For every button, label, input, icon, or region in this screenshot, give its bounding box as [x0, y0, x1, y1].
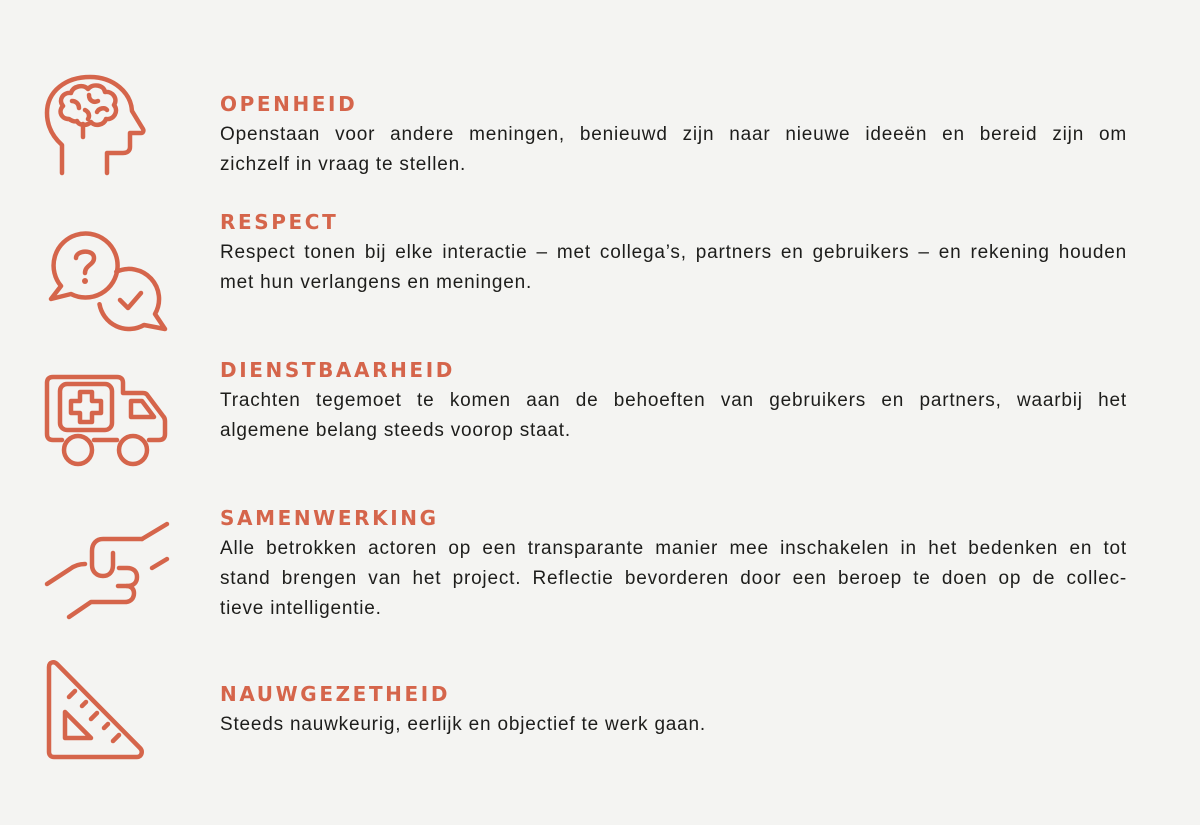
value-item-respect	[220, 206, 1127, 298]
head-brain-icon	[45, 75, 145, 175]
value-title: NAUWGEZETHEID	[220, 682, 451, 706]
value-description-line: Trachten tegemoet te komen aan de behoeften van gebruikers en partners, waarbij het	[220, 390, 1127, 411]
value-description-line: Steeds nauwkeurig, eerlijk en objectief te werk gaan.	[220, 714, 706, 735]
value-description-line: Respect tonen bij elke interactie – met collega’s, partners en gebruikers – en rekening houden	[220, 242, 1127, 263]
value-item-samenwerking	[220, 502, 1127, 624]
value-description-line: Alle betrokken actoren op een transparante manier mee inschakelen in het bedenken en tot	[220, 538, 1127, 559]
triangle-ruler-icon	[45, 660, 145, 760]
value-description-line: stand brengen van het project. Reflectie bevorderen door een beroep te doen op de collec-	[220, 568, 1127, 589]
value-description	[220, 710, 1127, 740]
value-description-line: algemene belang steeds voorop staat.	[220, 420, 571, 441]
value-item-openheid	[220, 88, 1127, 180]
value-description-line: tieve intelligentie.	[220, 598, 382, 619]
fist-bump-icon	[45, 520, 170, 620]
value-description	[220, 238, 1127, 298]
value-description-line: zichzelf in vraag te stellen.	[220, 154, 467, 175]
value-description-line: met hun verlangens en meningen.	[220, 272, 533, 293]
value-item-dienstbaarheid	[220, 354, 1127, 446]
value-description-line: Openstaan voor andere meningen, benieuwd zijn naar nieuwe ideeën en bereid zijn om	[220, 124, 1127, 145]
value-item-nauwgezetheid	[220, 678, 1127, 740]
value-title: SAMENWERKING	[220, 506, 439, 530]
value-title: OPENHEID	[220, 92, 358, 116]
value-description	[220, 120, 1127, 180]
value-description	[220, 534, 1127, 624]
value-title: DIENSTBAARHEID	[220, 358, 455, 382]
ambulance-icon	[45, 375, 170, 475]
value-title: RESPECT	[220, 210, 339, 234]
speech-bubbles-icon	[45, 232, 170, 332]
value-description	[220, 386, 1127, 446]
